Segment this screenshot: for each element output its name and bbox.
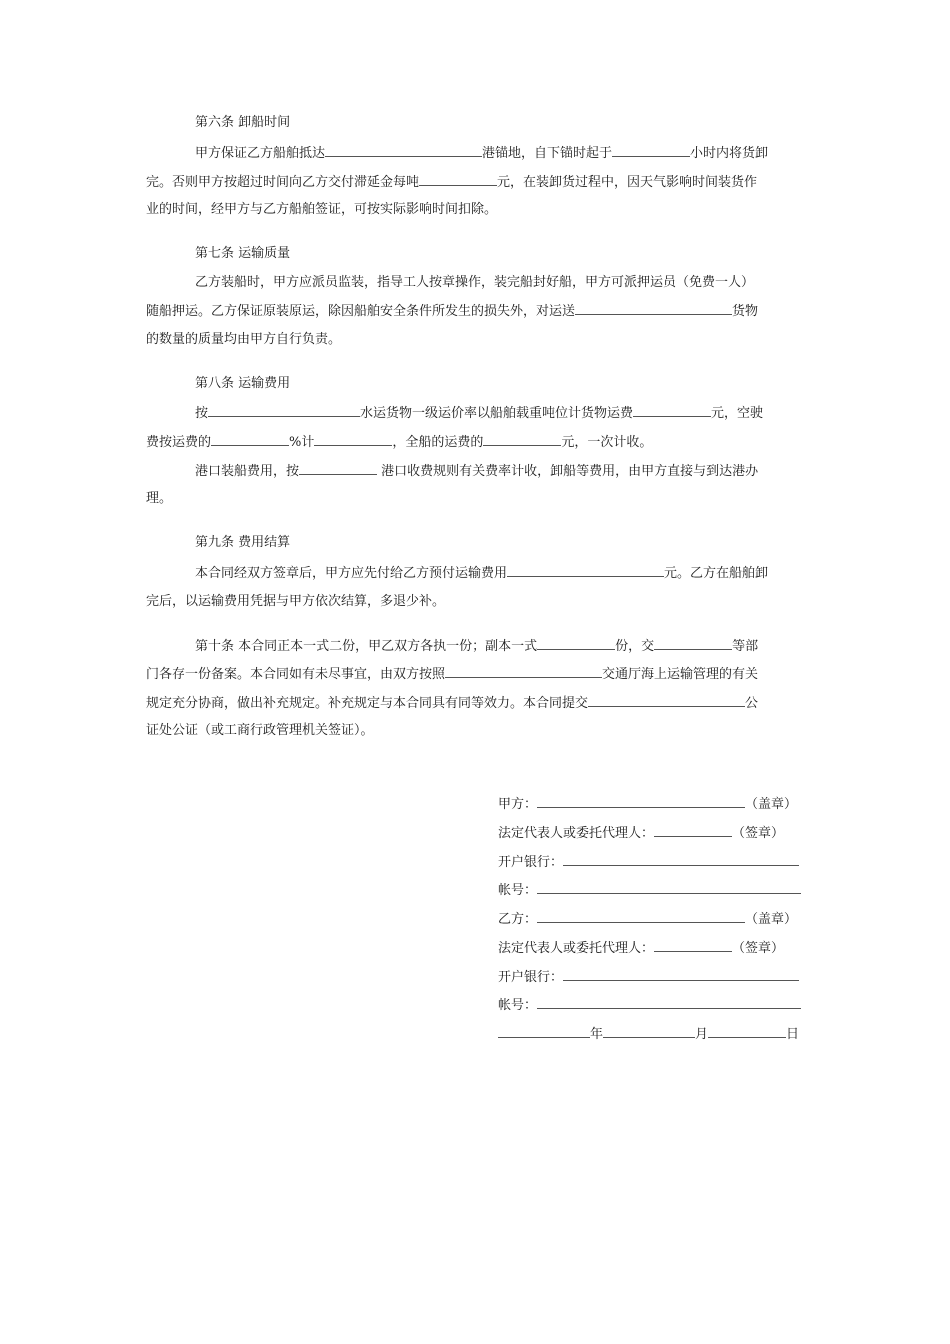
party-a-field: [537, 794, 745, 808]
blank-field: [537, 636, 615, 650]
party-b-bank-row: 开户银行：: [498, 967, 806, 987]
article-6-line-1: 甲方保证乙方船舶抵达 港锚地，自下锚时起于 小时内将货卸: [195, 143, 806, 163]
article-6-line-2: 完。否则甲方按超过时间向乙方交付滞延金每吨 元，在装卸货过程中，因天气影响时间装货作: [146, 172, 806, 192]
party-b-field: [537, 909, 745, 923]
article-8-line-4: 理。: [146, 491, 173, 506]
party-a-account-row: 帐号：: [498, 880, 806, 900]
article-6-heading: 第六条 卸船时间: [195, 115, 291, 130]
blank-field: [299, 461, 377, 475]
party-b-row: 乙方： （盖章）: [498, 909, 806, 929]
party-b-rep-row: 法定代表人或委托代理人： （签章）: [498, 938, 806, 958]
blank-field: [211, 432, 289, 446]
article-7-heading: 第七条 运输质量: [195, 246, 291, 261]
date-row: 年 月 日: [498, 1024, 806, 1044]
article-8-line-3: 港口装船费用，按 港口收费规则有关费率计收，卸船等费用，由甲方直接与到达港办: [195, 461, 806, 481]
article-8-heading: 第八条 运输费用: [195, 376, 291, 391]
party-b-account-row: 帐号：: [498, 995, 806, 1015]
blank-field: [588, 693, 745, 707]
day-field: [708, 1024, 786, 1038]
article-9-line-2: 完后，以运输费用凭据与甲方依次结算，多退少补。: [146, 594, 446, 609]
article-7-line-2: 随船押运。乙方保证原装原运，除因船舶安全条件所发生的损失外，对运送 货物: [146, 301, 806, 321]
blank-field: [325, 143, 482, 157]
blank-field: [507, 563, 664, 577]
month-field: [603, 1024, 695, 1038]
party-a-bank-row: 开户银行：: [498, 852, 806, 872]
article-8-line-2: 费按运费的 %计 ，全船的运费的 元，一次计收。: [146, 432, 806, 452]
blank-field: [654, 636, 732, 650]
party-a-rep-field: [654, 823, 732, 837]
party-b-rep-field: [654, 938, 732, 952]
party-a-bank-field: [563, 852, 799, 866]
article-7-line-1: 乙方装船时，甲方应派员监装，指导工人按章操作，装完船封好船，甲方可派押运员（免费一人）: [195, 275, 755, 290]
article-9-heading: 第九条 费用结算: [195, 535, 291, 550]
blank-field: [208, 403, 360, 417]
article-10-line-2: 门各存一份备案。本合同如有未尽事宜，由双方按照 交通厅海上运输管理的有关: [146, 664, 806, 684]
blank-field: [483, 432, 561, 446]
party-b-account-field: [537, 995, 801, 1009]
article-9-line-1: 本合同经双方签章后，甲方应先付给乙方预付运输费用 元。乙方在船舶卸: [195, 563, 806, 583]
year-field: [498, 1024, 590, 1038]
blank-field: [612, 143, 690, 157]
article-10-line-1: 第十条 本合同正本一式二份，甲乙双方各执一份；副本一式 份，交 等部: [195, 636, 806, 656]
blank-field: [419, 172, 497, 186]
blank-field: [633, 403, 711, 417]
party-a-account-field: [537, 880, 801, 894]
article-10-line-4: 证处公证（或工商行政管理机关签证）。: [146, 723, 374, 738]
party-a-row: 甲方： （盖章）: [498, 794, 806, 814]
blank-field: [314, 432, 392, 446]
article-7-line-3: 的数量的质量均由甲方自行负责。: [146, 332, 342, 347]
article-6-line-3: 业的时间，经甲方与乙方船舶签证，可按实际影响时间扣除。: [146, 202, 498, 217]
article-8-line-1: 按 水运货物一级运价率以船舶载重吨位计货物运费 元，空驶: [195, 403, 806, 423]
party-a-rep-row: 法定代表人或委托代理人： （签章）: [498, 823, 806, 843]
blank-field: [445, 664, 602, 678]
blank-field: [575, 301, 732, 315]
article-10-line-3: 规定充分协商，做出补充规定。补充规定与本合同具有同等效力。本合同提交 公: [146, 693, 806, 713]
party-b-bank-field: [563, 967, 799, 981]
